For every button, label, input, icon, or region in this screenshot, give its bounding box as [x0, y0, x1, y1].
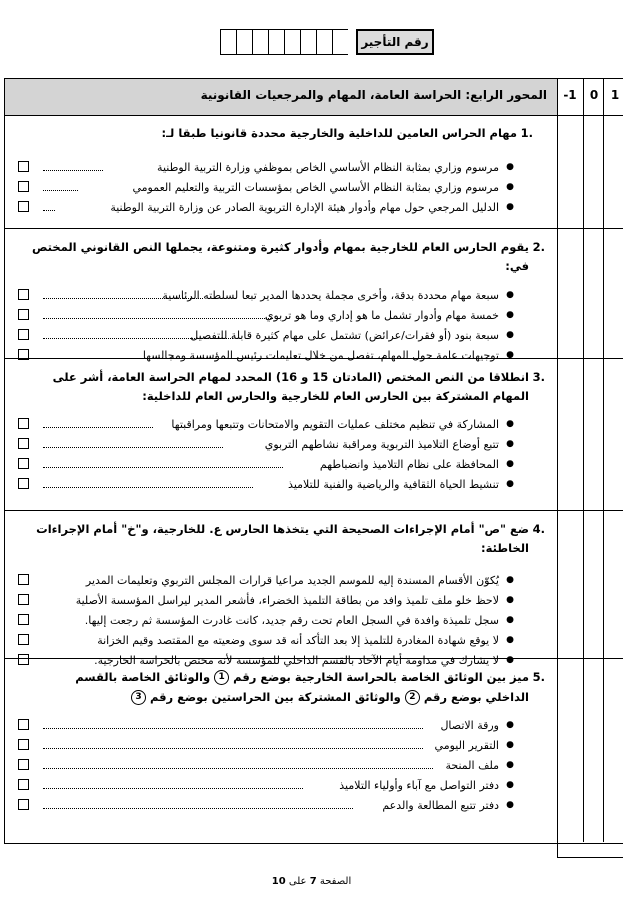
list-item: ● مرسوم وزاري بمثابة النظام الأساسي الخاص بمؤسسات التربية والتعليم العمومي [5, 177, 557, 197]
question-text: .1 مهام الحراس العامين للداخلية والخارجية محددة قانونيا طبقا لـ: [161, 126, 533, 140]
checkbox[interactable] [18, 654, 29, 665]
row-divider [4, 228, 623, 229]
list-item: ● الدليل المرجعي حول مهام وأدوار هيئة الإدارة التربوية الصادر عن وزارة التربية الوطنية [5, 197, 557, 217]
dotted-line [43, 358, 218, 359]
reg-digit-box[interactable] [268, 29, 284, 55]
checkbox[interactable] [18, 719, 29, 730]
list-item: ● سبعة بنود (أو فقرات/عرائض) تشتمل على مهام كثيرة قابلة للتفصيل [5, 325, 557, 345]
checkbox[interactable] [18, 799, 29, 810]
number-1-circle: 1 [214, 670, 229, 685]
question-text: .2 يقوم الحارس العام للخارجية بمهام وأدوار كثيرة ومتنوعة، يجملها النص القانوني المختص في: [31, 240, 545, 273]
reg-digit-box[interactable] [220, 29, 236, 55]
question-1 [5, 124, 557, 217]
dotted-line [43, 427, 153, 428]
checkbox[interactable] [18, 181, 29, 192]
question-text: .3 انطلاقا من النص المختص (المادتان 15 و 16) المحدد لمهام الحراسة العامة، أشر على المهام المشتركة بين الحارس العام للخارجية والحارس العام للداخلية: [52, 370, 545, 403]
list-item: ● دفتر التواصل مع آباء وأولياء التلاميذ [5, 775, 557, 795]
reg-digit-box[interactable] [252, 29, 268, 55]
checkbox[interactable] [18, 779, 29, 790]
question-5 [5, 667, 557, 815]
dotted-line [43, 447, 223, 448]
dotted-line [43, 190, 78, 191]
checkbox[interactable] [18, 309, 29, 320]
dotted-line [43, 808, 353, 809]
checkbox[interactable] [18, 478, 29, 489]
list-item: ● توجيهات عامة حول المهام، تفصل من خلال تعليمات رئيس المؤسسة ومجالسها [5, 345, 557, 365]
checkbox[interactable] [18, 634, 29, 645]
number-2-circle: 2 [405, 690, 420, 705]
reg-digit-box[interactable] [332, 29, 348, 55]
page-number: الصفحة 7 على 10 [271, 876, 352, 887]
checkbox[interactable] [18, 458, 29, 469]
checkbox[interactable] [18, 614, 29, 625]
checkbox[interactable] [18, 438, 29, 449]
checkbox[interactable] [18, 349, 29, 360]
number-3-circle: 3 [131, 690, 146, 705]
dotted-line [43, 788, 303, 789]
checkbox[interactable] [18, 161, 29, 172]
dotted-line [43, 338, 233, 339]
dotted-line [43, 728, 423, 729]
checkbox[interactable] [18, 574, 29, 585]
question-3 [5, 368, 557, 494]
row-divider [4, 115, 623, 116]
list-item: ● ورقة الاتصال [5, 715, 557, 735]
score-one: 1 [610, 88, 620, 102]
list-item: ● مرسوم وزاري بمثابة النظام الأساسي الخاص بموظفي وزارة التربية الوطنية [5, 157, 557, 177]
dotted-line [43, 170, 103, 171]
row-divider [557, 857, 623, 858]
list-item: ● لا يشارك في مداومة أيام الآحاد بالقسم الداخلي للمؤسسة لأنه مختص بالحراسة الخارجية. [5, 650, 557, 670]
list-item: ● ملف المنحة [5, 755, 557, 775]
dotted-line [43, 467, 283, 468]
checkbox[interactable] [18, 739, 29, 750]
dotted-line [43, 210, 55, 211]
list-item: ● المشاركة في تنظيم مختلف عمليات التقويم والامتحانات وتتبعها ومراقبتها [5, 414, 557, 434]
column-divider [603, 78, 604, 842]
question-text: .4 ضع "ص" أمام الإجراءات الصحيحة التي يتخذها الحارس ع. للخارجية، و"خ" أمام الإجراءات الخاطئة: [36, 522, 545, 555]
registration-number-block [220, 29, 434, 55]
list-item: ● سبعة مهام محددة بدقة، وأخرى مجملة يحددها المدير تبعا لسلطته الرئاسية [5, 285, 557, 305]
checkbox[interactable] [18, 329, 29, 340]
score-minus-one: -1 [563, 88, 577, 102]
question-text: .5 ميز بين الوثائق الخاصة بالحراسة الخارجية بوضع رقم 1 والوثائق الخاصة بالقسم الداخلي بوضع رقم 2 والوثائق المشتركة بين الحراستين بوضع رقم 3 [75, 670, 545, 704]
dotted-line [43, 748, 423, 749]
dotted-line [43, 768, 433, 769]
question-2 [5, 238, 557, 365]
dotted-line [43, 298, 203, 299]
list-item: ● تتبع أوضاع التلاميذ التربوية ومراقبة نشاطهم التربوي [5, 434, 557, 454]
list-item: ● يُكوّن الأقسام المسندة إليه للموسم الجديد مراعيا قرارات المجلس التربوي وتعليمات المدير [5, 570, 557, 590]
checkbox[interactable] [18, 201, 29, 212]
column-divider [583, 78, 584, 842]
checkbox[interactable] [18, 759, 29, 770]
dotted-line [43, 318, 273, 319]
reg-digit-box[interactable] [284, 29, 300, 55]
list-item: ● لاحظ خلو ملف تلميذ وافد من بطاقة التلميذ الخضراء، فأشعر المدير ليراسل المؤسسة الأصلية [5, 590, 557, 610]
row-divider [4, 510, 623, 511]
reg-digit-box[interactable] [236, 29, 252, 55]
list-item: ● دفتر تتبع المطالعة والدعم [5, 795, 557, 815]
list-item: ● التقرير اليومي [5, 735, 557, 755]
list-item: ● تنشيط الحياة الثقافية والرياضية والفنية للتلاميذ [5, 474, 557, 494]
dotted-line [43, 487, 253, 488]
registration-label: رقم التأجير [356, 29, 434, 55]
checkbox[interactable] [18, 418, 29, 429]
checkbox[interactable] [18, 289, 29, 300]
list-item: ● المحافظة على نظام التلاميذ وانضباطهم [5, 454, 557, 474]
list-item: ● خمسة مهام وأدوار تشمل ما هو إداري وما هو تربوي [5, 305, 557, 325]
score-zero: 0 [589, 88, 599, 102]
axis-title: المحور الرابع: الحراسة العامة، المهام والمرجعيات القانونية [200, 88, 547, 102]
list-item: ● سجل تلميذة وافدة في السجل العام تحت رقم جديد، كانت غادرت المؤسسة ثم رجعت إليها. [5, 610, 557, 630]
column-divider [557, 78, 558, 858]
reg-digit-box[interactable] [316, 29, 332, 55]
question-4 [5, 520, 557, 670]
checkbox[interactable] [18, 594, 29, 605]
list-item: ● لا يوقع شهادة المغادرة للتلميذ إلا بعد التأكد أنه قد سوى وضعيته مع المقتصد وقيم الخزانة [5, 630, 557, 650]
reg-digit-box[interactable] [300, 29, 316, 55]
